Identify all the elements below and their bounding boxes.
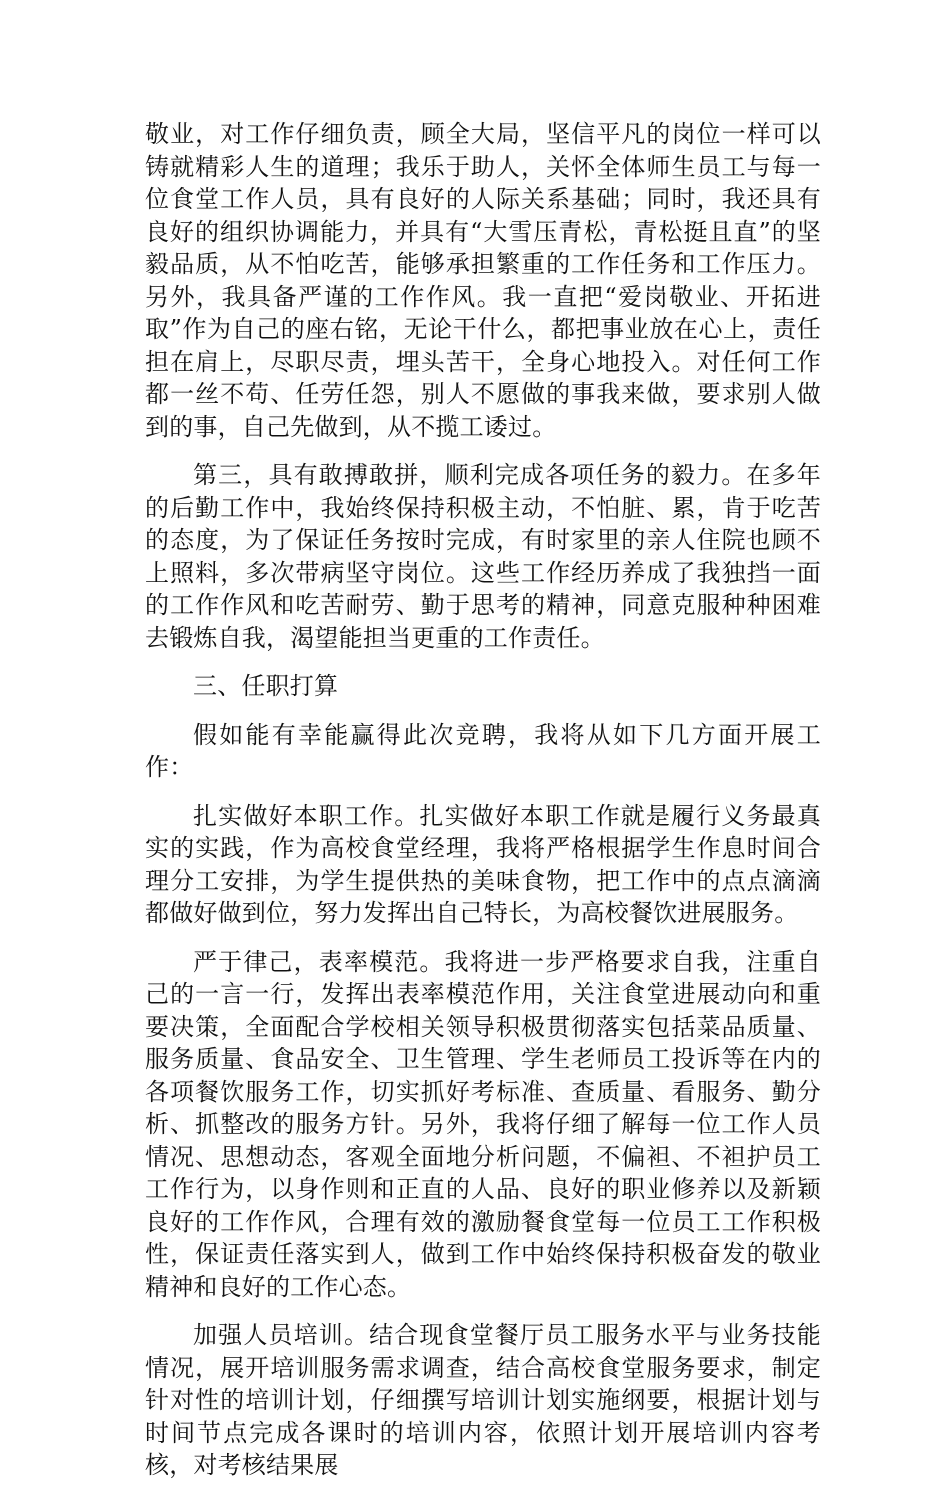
paragraph-training: 加强人员培训。结合现食堂餐厅员工服务水平与业务技能情况，展开培训服务需求调查，结合高校食堂服务要求，制定针对性的培训计划，仔细撰写培训计划实施纲要，根据计划与时间节点完成各课时的培训内容，依照计划开展培训内容考核，对考核结果展 xyxy=(145,1321,821,1479)
paragraph-intro: 假如能有幸能赢得此次竞聘，我将从如下几方面开展工作： xyxy=(145,720,821,781)
document-body xyxy=(145,118,821,1498)
paragraph-continuation: 敬业，对工作仔细负责，顾全大局，坚信平凡的岗位一样可以铸就精彩人生的道理；我乐于助人，关怀全体师生员工与每一位食堂工作人员，具有良好的人际关系基础；同时，我还具有良好的组织协调能力，并具有“大雪压青松，青松挺且直”的坚毅品质，从不怕吃苦，能够承担繁重的工作任务和工作压力。另外，我具备严谨的工作作风。我一直把“爱岗敬业、开拓进取”作为自己的座右铭，无论干什么，都把事业放在心上，责任担在肩上，尽职尽责，埋头苦干，全身心地投入。对任何工作都一丝不苟、任劳任怨，别人不愿做的事我来做，要求别人做到的事，自己先做到，从不揽工诿过。 xyxy=(145,120,821,441)
paragraph-self-discipline: 严于律己，表率模范。我将进一步严格要求自我，注重自己的一言一行，发挥出表率模范作用，关注食堂进展动向和重要决策，全面配合学校相关领导积极贯彻落实包括菜品质量、服务质量、食品安全、卫生管理、学生老师员工投诉等在内的各项餐饮服务工作，切实抓好考标准、查质量、看服务、勤分析、抓整改的服务方针。另外，我将仔细了解每一位工作人员情况、思想动态，客观全面地分析问题，不偏袒、不袒护员工工作行为，以身作则和正直的人品、良好的职业修养以及新颖良好的工作作风，合理有效的激励餐食堂每一位员工工作积极性，保证责任落实到人，做到工作中始终保持积极奋发的敬业精神和良好的工作心态。 xyxy=(145,947,821,1301)
section-heading: 三、任职打算 xyxy=(193,672,339,700)
paragraph-duty: 扎实做好本职工作。扎实做好本职工作就是履行义务最真实的实践，作为高校食堂经理，我将严格根据学生作息时间合理分工安排，为学生提供热的美味食物，把工作中的点点滴滴都做好做到位，努力发挥出自己特长，为高校餐饮进展服务。 xyxy=(145,801,821,927)
paragraph-third-point: 第三，具有敢搏敢拼，顺利完成各项任务的毅力。在多年的后勤工作中，我始终保持积极主动，不怕脏、累，肯于吃苦的态度，为了保证任务按时完成，有时家里的亲人住院也顾不上照料，多次带病坚守岗位。这些工作经历养成了我独挡一面的工作作风和吃苦耐劳、勤于思考的精神，同意克服种种困难去锻炼自我，渴望能担当更重的工作责任。 xyxy=(145,461,821,652)
